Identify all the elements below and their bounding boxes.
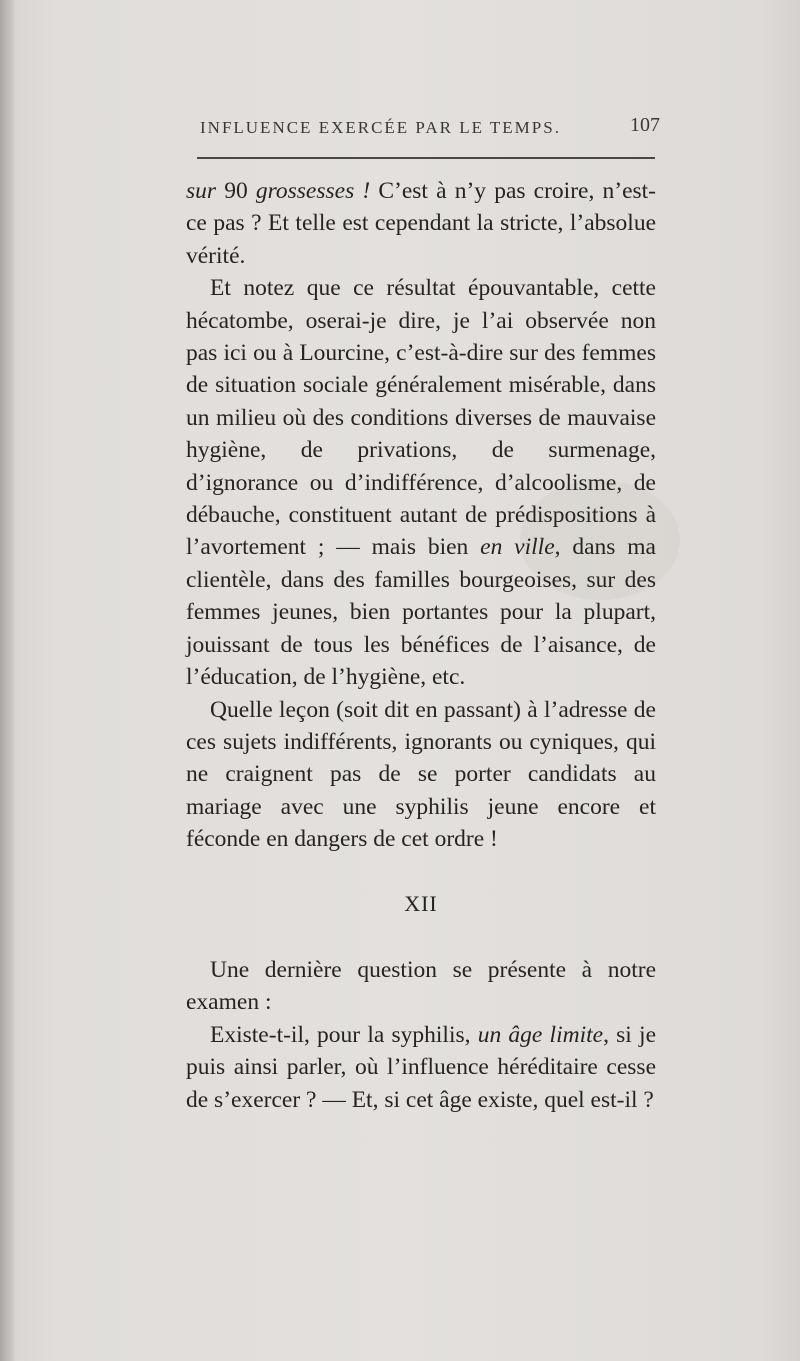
text-run: , dans ma clientèle, dans des familles bourgeoises, sur des femmes jeunes, bien portantes pour la plupart, jouissant de tous les bénéfices de l’aisance, de l’éducation, de l’hygiène, etc. [186,534,656,691]
header-rule [197,157,655,159]
text-run: Une dernière question se présente à notre examen : [186,956,656,1016]
paragraph [186,1019,656,1116]
text-run: Quelle leçon (soit dit en passant) à l’adresse de ces sujets indifférents, ignorants ou cyniques, qui ne craignent pas de se porter candidats au mariage avec une syphilis jeune encore et féconde en dangers de cet ordre ! [186,696,656,853]
paragraph [186,272,656,693]
body-text [186,175,656,1116]
italic-text: un âge limite [477,1021,604,1048]
paragraphs-after-heading [186,954,656,1116]
text-run: Existe-t-il, pour la syphilis, [210,1021,478,1048]
italic-text: en ville [480,534,555,561]
paragraph [186,954,656,1019]
page-binding-edge [0,0,14,1361]
text-run: 90 [216,178,256,204]
paragraph [186,175,656,272]
text-run: , si je puis ainsi parler, où l’influence héréditaire cesse de s’exercer ? — Et, si cet âge existe, quel est-il ? [186,1021,656,1113]
section-heading: XII [404,890,438,916]
paragraphs-before-heading [186,175,656,856]
running-head: INFLUENCE EXERCÉE PAR LE TEMPS. [200,118,561,137]
paragraph [186,694,656,856]
page-number: 107 [630,114,660,136]
italic-text: grossesses ! [255,178,371,204]
text-run: C’est à n’y pas croire, n’est-ce pas ? Et telle est cependant la stricte, l’absolue vérité. [186,178,656,269]
italic-text: sur [186,178,217,204]
text-run: Et notez que ce résultat épouvantable, cette hécatombe, oserai-je dire, je l’ai observée non pas ici ou à Lourcine, c’est-à-dire sur des femmes de situation sociale généralement misérable, dans un milieu où des conditions diverses de mauvaise hygiène, de privations, de surmenage, d’ignorance ou d’indifférence, d’alcoolisme, de débauche, constituent autant de prédispositions à l’avortement ; — mais bien [186,275,656,561]
